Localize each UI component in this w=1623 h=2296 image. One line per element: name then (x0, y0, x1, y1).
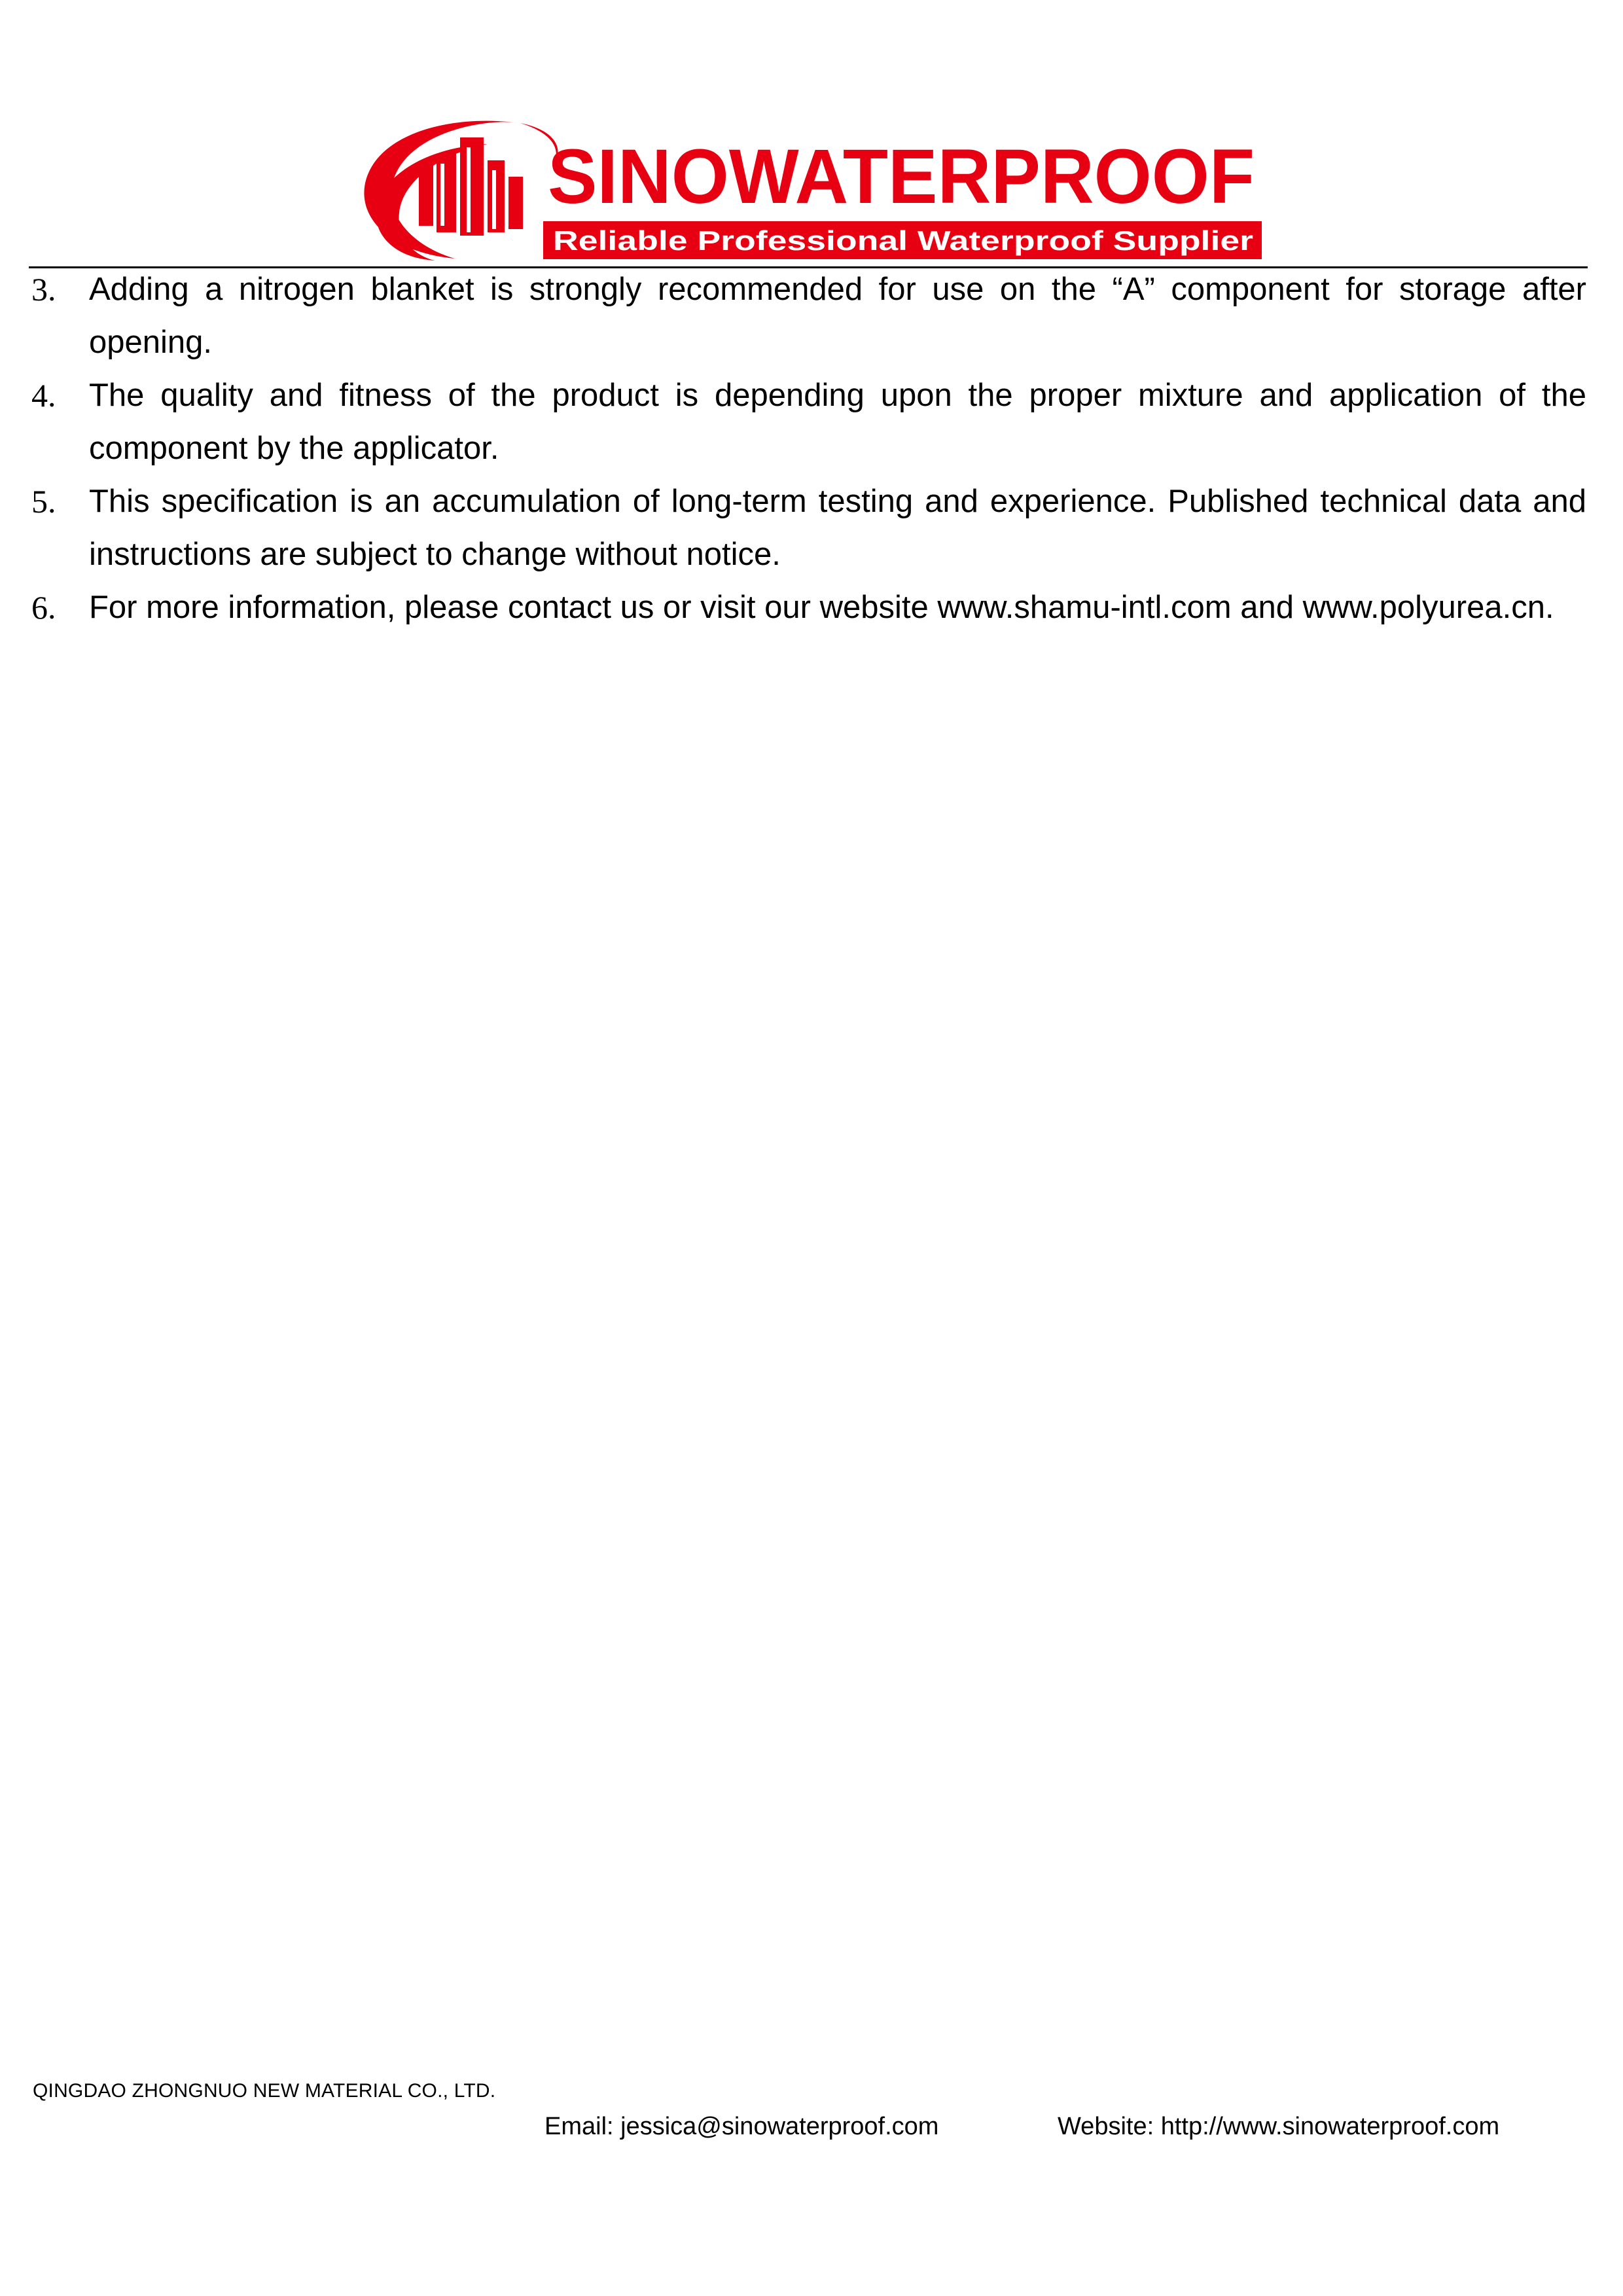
list-item (29, 369, 1586, 475)
list-item-number: 3. (31, 271, 56, 308)
list-item-text: The quality and fitness of the product is depending upon the proper mixture and application of the component by the applicator. (89, 378, 1586, 466)
list-item-number: 5. (31, 483, 56, 520)
list-item-text: Adding a nitrogen blanket is strongly recommended for use on the “A” component for storage after opening. (89, 272, 1586, 360)
footer-company-name: QINGDAO ZHONGNUO NEW MATERIAL CO., LTD. (33, 2080, 496, 2102)
footer-email: Email: jessica@sinowaterproof.com (544, 2113, 939, 2140)
list-item-number: 6. (31, 589, 56, 626)
red-swoosh-buildings-icon (357, 111, 1273, 265)
list-item (29, 475, 1586, 581)
list-item (29, 263, 1586, 369)
notes-list (29, 263, 1586, 634)
page-header (0, 0, 1623, 268)
logo-brand-name: SINOWATERPROOF (548, 134, 1255, 220)
footer-website: Website: http://www.sinowaterproof.com (1058, 2113, 1500, 2140)
logo-tagline: Reliable Professional Waterproof Supplier (553, 225, 1253, 256)
list-item-number: 4. (31, 377, 56, 414)
list-item (29, 581, 1586, 634)
list-item-text: For more information, please contact us or visit our website www.shamu-intl.com and www.polyurea.cn. (89, 590, 1554, 625)
list-item-text: This specification is an accumulation of long-term testing and experience. Published technical data and instructions are subject to change without notice. (89, 484, 1586, 572)
company-logo (357, 111, 1273, 265)
